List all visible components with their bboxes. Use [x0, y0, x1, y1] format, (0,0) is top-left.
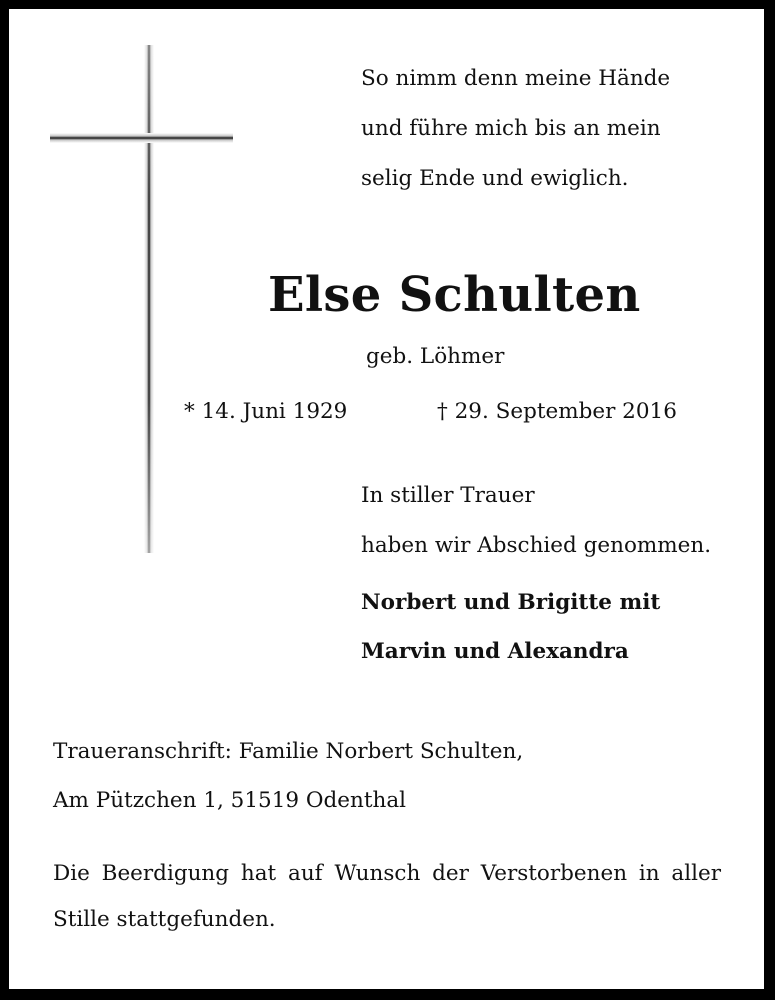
obituary-notice	[9, 9, 764, 989]
verse-line: und führe mich bis an mein	[361, 116, 661, 141]
mourning-line: In stiller Trauer	[361, 483, 535, 508]
birth-date: * 14. Juni 1929	[184, 399, 348, 424]
verse-line: So nimm denn meine Hände	[361, 66, 671, 91]
verse-line: selig Ende und ewiglich.	[361, 166, 629, 191]
cross-icon	[144, 45, 154, 553]
deceased-name: Else Schulten	[268, 267, 641, 323]
family-line: Norbert und Brigitte mit	[361, 590, 661, 615]
cross-icon-crossbar	[50, 133, 233, 143]
family-line: Marvin und Alexandra	[361, 639, 629, 664]
mourning-line: haben wir Abschied genommen.	[361, 533, 712, 558]
address-line: Am Pützchen 1, 51519 Odenthal	[53, 788, 407, 813]
birth-name: geb. Löhmer	[366, 344, 505, 369]
address-line: Traueranschrift: Familie Norbert Schulten,	[53, 739, 524, 764]
funeral-note: Die Beerdigung hat auf Wunsch der Verstorbenen in aller Stille stattgefunden.	[53, 861, 721, 932]
death-date: † 29. September 2016	[437, 399, 677, 424]
